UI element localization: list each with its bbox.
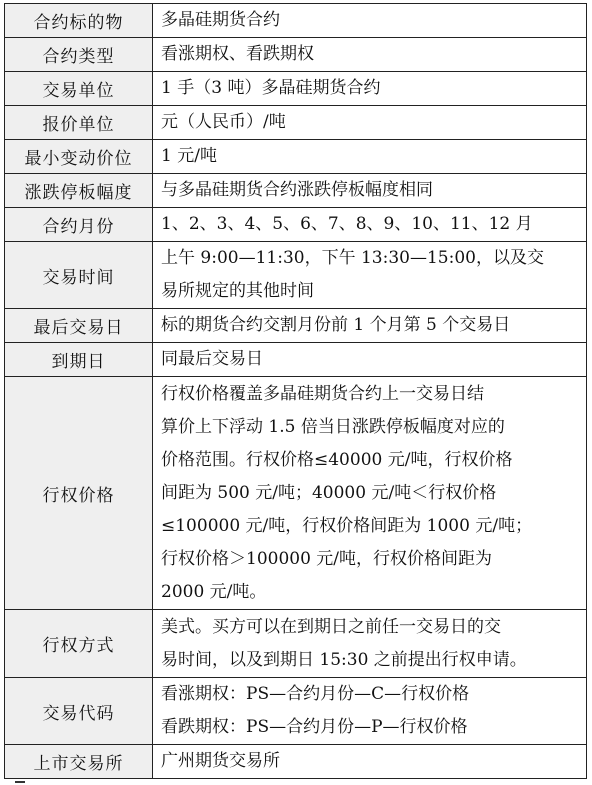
table-row xyxy=(5,208,587,242)
row-value xyxy=(153,678,587,745)
row-label: 到期日 xyxy=(5,343,153,377)
row-label: 合约标的物 xyxy=(5,4,153,38)
row-value xyxy=(153,343,587,377)
row-value xyxy=(153,140,587,174)
row-value xyxy=(153,377,587,610)
row-label: 交易时间 xyxy=(5,242,153,309)
row-value xyxy=(153,4,587,38)
value-line: 同最后交易日 xyxy=(161,349,263,369)
value-line: 与多晶硅期货合约涨跌停板幅度相同 xyxy=(161,180,433,200)
value-line: 易时间，以及到期日 15:30 之前提出行权申请。 xyxy=(161,649,527,670)
value-line: 多晶硅期货合约 xyxy=(161,10,280,30)
row-value xyxy=(153,309,587,343)
table-row xyxy=(5,610,587,678)
value-line: 美式。买方可以在到期日之前任一交易日的交 xyxy=(161,616,501,637)
row-label: 涨跌停板幅度 xyxy=(5,174,153,208)
value-line: 价格范围。行权价格≤40000 元/吨，行权价格 xyxy=(161,449,513,470)
table-row xyxy=(5,678,587,745)
value-line: 行权价格覆盖多晶硅期货合约上一交易日结 xyxy=(161,383,484,404)
table-row xyxy=(5,377,587,610)
row-value xyxy=(153,208,587,242)
row-label: 报价单位 xyxy=(5,106,153,140)
contract-spec-table xyxy=(4,3,587,779)
table-row xyxy=(5,242,587,309)
value-line: ≤100000 元/吨，行权价格间距为 1000 元/吨； xyxy=(161,515,533,536)
table-row xyxy=(5,72,587,106)
value-line: 标的期货合约交割月份前 1 个月第 5 个交易日 xyxy=(161,315,511,335)
value-line: 看跌期权：PS—合约月份—P—行权价格 xyxy=(161,717,468,737)
value-line: 间距为 500 元/吨；40000 元/吨＜行权价格 xyxy=(161,482,497,503)
table-row xyxy=(5,745,587,779)
page-corner-mark xyxy=(15,781,25,783)
table-row xyxy=(5,38,587,72)
row-label: 行权方式 xyxy=(5,610,153,678)
table-row xyxy=(5,309,587,343)
value-line: 看涨期权：PS—合约月份—C—行权价格 xyxy=(161,684,470,704)
row-value xyxy=(153,72,587,106)
table-row xyxy=(5,4,587,38)
value-line: 1 元/吨 xyxy=(161,146,217,166)
row-label: 上市交易所 xyxy=(5,745,153,779)
value-line: 算价上下浮动 1.5 倍当日涨跌停板幅度对应的 xyxy=(161,416,505,437)
row-label: 合约月份 xyxy=(5,208,153,242)
table-row xyxy=(5,343,587,377)
table-row xyxy=(5,106,587,140)
value-line: 行权价格＞100000 元/吨，行权价格间距为 xyxy=(161,548,493,569)
value-line: 上午 9:00—11:30，下午 13:30—15:00，以及交 xyxy=(161,248,544,268)
row-label: 最小变动价位 xyxy=(5,140,153,174)
row-value xyxy=(153,106,587,140)
row-label: 交易单位 xyxy=(5,72,153,106)
row-label: 交易代码 xyxy=(5,678,153,745)
row-label: 最后交易日 xyxy=(5,309,153,343)
row-value xyxy=(153,745,587,779)
value-line: 1、2、3、4、5、6、7、8、9、10、11、12 月 xyxy=(161,214,533,234)
row-value xyxy=(153,242,587,309)
row-value xyxy=(153,174,587,208)
table-row xyxy=(5,140,587,174)
value-line: 1 手（3 吨）多晶硅期货合约 xyxy=(161,78,381,98)
row-label: 合约类型 xyxy=(5,38,153,72)
value-line: 看涨期权、看跌期权 xyxy=(161,44,314,64)
row-label: 行权价格 xyxy=(5,377,153,610)
value-line: 2000 元/吨。 xyxy=(161,581,267,602)
value-line: 元（人民币）/吨 xyxy=(161,112,286,132)
row-value xyxy=(153,38,587,72)
value-line: 易所规定的其他时间 xyxy=(161,281,314,301)
table-row xyxy=(5,174,587,208)
value-line: 广州期货交易所 xyxy=(161,751,280,771)
row-value xyxy=(153,610,587,678)
